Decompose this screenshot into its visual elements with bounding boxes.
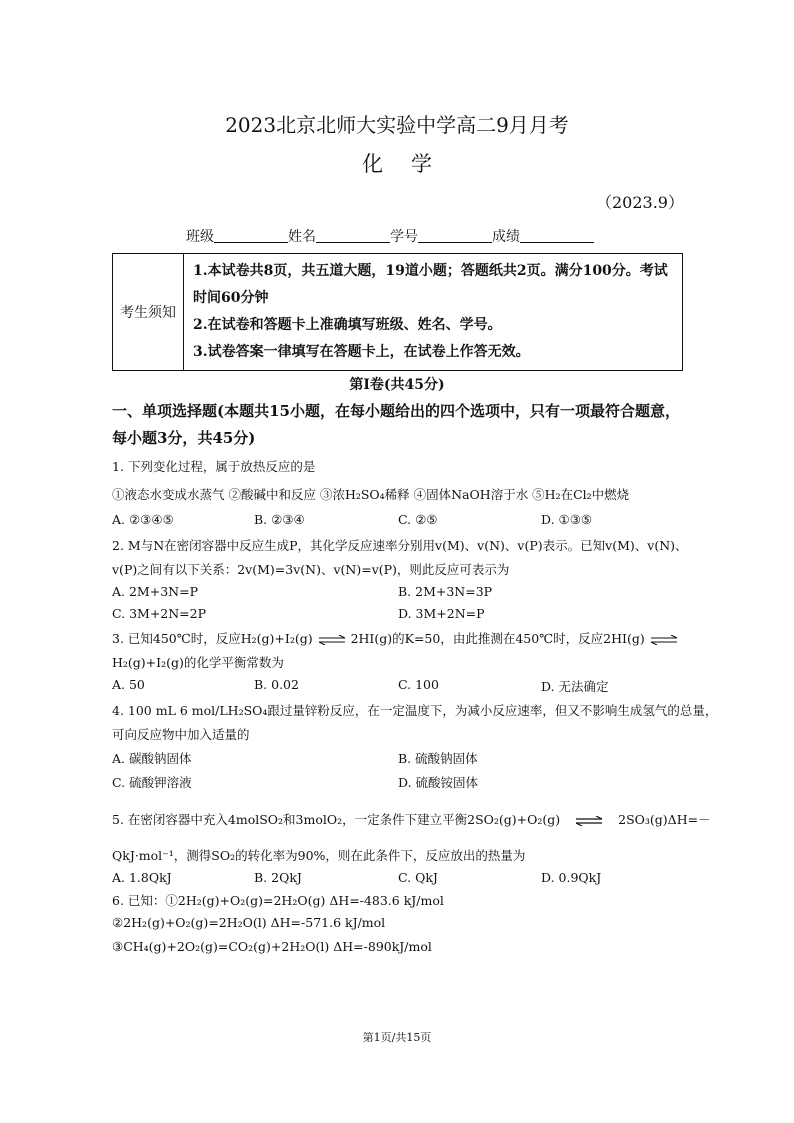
question-4-option-a: A. 碳酸钠固体 — [112, 751, 192, 766]
score-blank — [520, 228, 594, 243]
question-6-line-3: ③CH₄(g)+2O₂(g)=CO₂(g)+2H₂O(l) ΔH=-890kJ/mol — [112, 939, 432, 954]
question-3-line-1 — [112, 629, 679, 647]
question-2-option-b: B. 2M+3N=3P — [398, 584, 493, 599]
question-2-option-a: A. 2M+3N=P — [112, 584, 198, 599]
class-blank — [214, 228, 288, 243]
question-5-line-1-part-a: 5. 在密闭容器中充入4molSO₂和3molO₂，一定条件下建立平衡2SO₂(g)+O₂(g) — [112, 812, 561, 827]
question-2-line-1: 2. M与N在密闭容器中反应生成P，其化学反应速率分别用v(M)、v(N)、v(P)表示。已知v(M)、v(N)、 — [112, 538, 688, 553]
question-4-line-2: 可向反应物中加入适量的 — [112, 727, 250, 742]
question-5-line-1-part-b: 2SO₃(g)ΔH=－ — [618, 812, 711, 827]
equilibrium-arrow-icon — [572, 816, 606, 826]
student-id-blank — [418, 228, 492, 243]
question-1-option-c: C. ②⑤ — [398, 512, 438, 527]
part-heading: 一、单项选择题(本题共15小题，在每小题给出的四个选项中，只有一项最符合题意，每小题3分，共45分) — [112, 402, 680, 447]
equilibrium-arrow-icon — [317, 635, 347, 645]
student-info-line — [186, 226, 594, 246]
question-2-line-2: v(P)之间有以下关系：2v(M)=3v(N)、v(N)=v(P)，则此反应可表示为 — [112, 562, 510, 577]
class-label: 班级 — [186, 229, 214, 245]
question-3-option-a: A. 50 — [112, 677, 145, 692]
notice-body — [193, 258, 676, 366]
question-4-line-1: 4. 100 mL 6 mol/LH₂SO₄跟过量锌粉反应，在一定温度下，为减小反应速率，但又不影响生成氢气的总量， — [112, 703, 718, 718]
question-1-option-a: A. ②③④⑤ — [112, 512, 174, 527]
exam-notice-box — [112, 253, 683, 371]
question-4-option-d: D. 硫酸铵固体 — [398, 775, 479, 790]
exam-title: 2023北京北师大实验中学高二9月月考 — [225, 113, 569, 137]
question-3-line-1-part-a: 3. 已知450℃时，反应H₂(g)+I₂(g) — [112, 631, 313, 646]
exam-date: （2023.9） — [596, 193, 684, 212]
name-blank — [316, 228, 390, 243]
notice-item: 3.试卷答案一律填写在答题卡上，在试卷上作答无效。 — [193, 344, 530, 360]
question-4-option-b: B. 硫酸钠固体 — [398, 751, 478, 766]
question-1-stem: 1. 下列变化过程，属于放热反应的是 — [112, 459, 316, 474]
question-5-option-a: A. 1.8QkJ — [112, 870, 172, 885]
question-3-option-b: B. 0.02 — [254, 677, 299, 692]
notice-item: 1.本试卷共8页，共五道大题，19道小题；答题纸共2页。满分100分。考试时间60分钟 — [193, 263, 668, 306]
question-5-line-1 — [112, 810, 711, 828]
question-4-option-c: C. 硫酸钾溶液 — [112, 775, 192, 790]
student-id-label: 学号 — [390, 229, 418, 245]
question-6-line-2: ②2H₂(g)+O₂(g)=2H₂O(l) ΔH=-571.6 kJ/mol — [112, 915, 386, 930]
question-2-option-c: C. 3M+2N=2P — [112, 606, 207, 621]
question-6-line-1: 6. 已知：①2H₂(g)+O₂(g)=2H₂O(g) ΔH=-483.6 kJ/mol — [112, 893, 444, 908]
equilibrium-arrow-icon — [649, 635, 679, 645]
question-5-option-b: B. 2QkJ — [254, 870, 302, 885]
question-5-line-2: QkJ·mol⁻¹，测得SO₂的转化率为90%，则在此条件下，反应放出的热量为 — [112, 848, 526, 863]
question-3-line-1-part-b: 2HI(g)的K=50，由此推测在450℃时，反应2HI(g) — [350, 631, 645, 646]
notice-label: 考生须知 — [113, 254, 184, 370]
notice-item: 2.在试卷和答题卡上准确填写班级、姓名、学号。 — [193, 317, 502, 333]
question-1-option-b: B. ②③④ — [254, 512, 305, 527]
subject-title: 化学 — [362, 152, 460, 176]
question-5-option-d: D. 0.9QkJ — [541, 870, 602, 885]
question-1-items: ①液态水变成水蒸气 ②酸碱中和反应 ③浓H₂SO₄稀释 ④固体NaOH溶于水 ⑤H₂在Cl₂中燃烧 — [112, 487, 630, 502]
name-label: 姓名 — [288, 229, 316, 245]
question-1-option-d: D. ①③⑤ — [541, 512, 593, 527]
question-5-option-c: C. QkJ — [398, 870, 438, 885]
question-2-option-d: D. 3M+2N=P — [398, 606, 485, 621]
question-3-option-c: C. 100 — [398, 677, 439, 692]
page-footer: 第1页/共15页 — [362, 1031, 432, 1044]
question-3-line-2: H₂(g)+I₂(g)的化学平衡常数为 — [112, 655, 284, 670]
section-heading: 第Ⅰ卷(共45分) — [349, 377, 445, 393]
question-3-option-d: D. 无法确定 — [541, 679, 609, 694]
score-label: 成绩 — [492, 229, 520, 245]
